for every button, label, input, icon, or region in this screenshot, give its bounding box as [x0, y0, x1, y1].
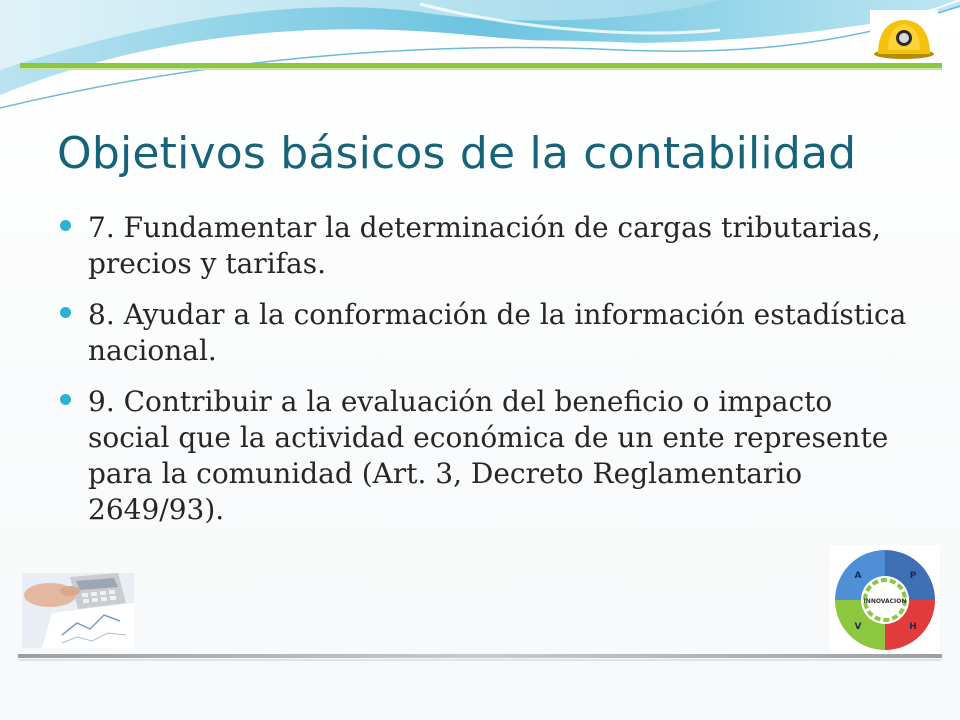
bullet-text: 8. Ayudar a la conformación de la información estadística nacional.	[88, 298, 907, 367]
logo-quadrant-h: H	[909, 622, 917, 632]
logo-quadrant-a: A	[854, 571, 862, 581]
list-item	[60, 210, 920, 282]
calculator-photo	[22, 573, 134, 648]
bullet-icon	[60, 394, 71, 405]
bullet-text: 9. Contribuir a la evaluación del beneficio o impacto social que la actividad económica de un ente represente para la comunidad (Art. 3, Decreto Reglamentario 2649/93).	[88, 385, 889, 526]
bottom-divider	[18, 654, 942, 658]
list-item	[60, 384, 920, 528]
pdca-logo-icon	[830, 545, 940, 655]
list-item	[60, 297, 920, 369]
bullet-list	[60, 210, 920, 543]
slide-title: Objetivos básicos de la contabilidad	[57, 128, 857, 179]
logo-quadrant-v: V	[854, 622, 862, 632]
logo-quadrant-p: P	[909, 571, 917, 581]
bullet-icon	[60, 220, 71, 231]
header-waves	[0, 0, 960, 120]
bottom-divider-shadow	[18, 659, 942, 661]
bullet-text: 7. Fundamentar la determinación de cargas tributarias, precios y tarifas.	[88, 211, 881, 280]
logo-center-label: INNOVACION	[863, 598, 907, 605]
bullet-icon	[60, 307, 71, 318]
helmet-icon	[870, 10, 938, 62]
